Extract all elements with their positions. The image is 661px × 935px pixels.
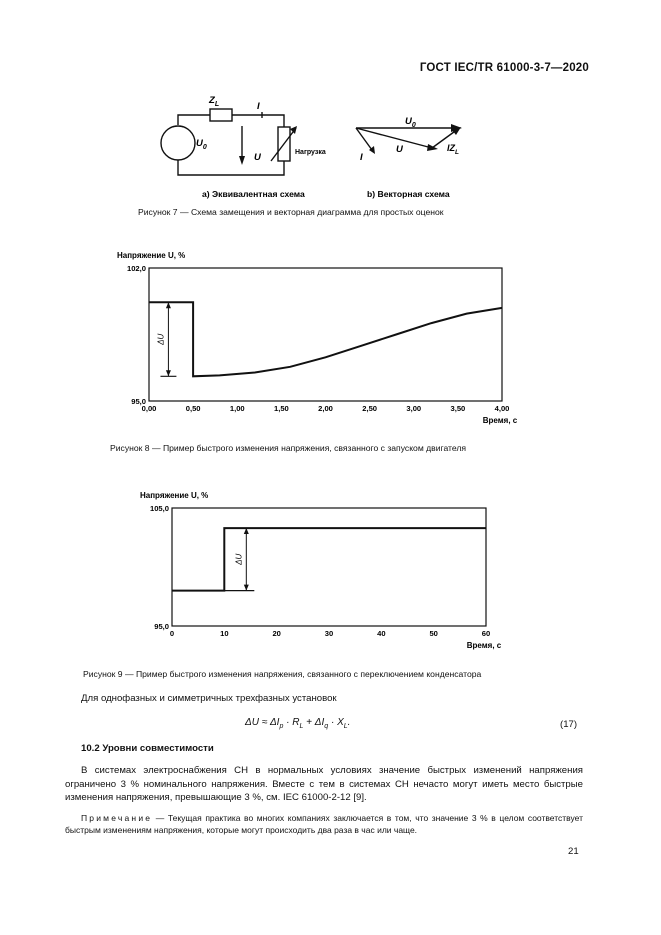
document-header: ГОСТ IEC/TR 61000-3-7—2020	[419, 62, 589, 74]
delta-u-arrowhead-bottom	[244, 585, 249, 591]
u0-label: $U_0$	[196, 138, 207, 151]
figure7-diagram	[0, 0, 661, 230]
current-label: I	[257, 101, 260, 112]
figure7-caption: Рисунок 7 — Схема замещения и векторная диаграмма для простых оценок	[138, 207, 444, 217]
compatibility-paragraph: В системах электроснабжения СН в нормальных условиях значение быстрых изменений напряжения ограничено 3 % номинального напряжения. Вместе с тем в системах СН нечасто могут иметь место быстрые изменения напряжения, превышающие 3 %, см. IEC 61000-2-12 [9].	[65, 765, 583, 803]
load-arrow	[290, 126, 297, 134]
vector-izl-label: $IZ_L$	[447, 143, 459, 156]
figure9-caption: Рисунок 9 — Пример быстрого изменения напряжения, связанного с переключением конденсатора	[83, 669, 482, 679]
delta-u-label: ΔU	[234, 553, 244, 565]
x-tick-label: 1,50	[273, 404, 289, 413]
plot-frame	[172, 508, 486, 626]
voltage-arrow	[239, 156, 245, 165]
figure8-caption: Рисунок 8 — Пример быстрого изменения напряжения, связанного с запуском двигателя	[110, 443, 467, 453]
x-tick-label: 0,00	[141, 404, 157, 413]
y-tick-label: 95,0	[131, 397, 146, 406]
figure8-chart	[0, 235, 661, 435]
delta-u-arrowhead-bottom	[166, 370, 171, 376]
voltage-series-line	[172, 528, 486, 591]
section-title: 10.2 Уровни совместимости	[81, 743, 214, 754]
intro-text: Для однофазных и симметричных трехфазных установок	[81, 693, 337, 704]
vector-u-label: U	[396, 144, 403, 155]
y-tick-label: 95,0	[154, 622, 169, 631]
zl-label: $Z_L$	[209, 95, 220, 108]
subcaption-a: а) Эквивалентная схема	[202, 189, 305, 199]
subcaption-b: b) Векторная схема	[367, 189, 450, 199]
x-tick-label: 0,50	[185, 404, 201, 413]
plot-frame	[149, 268, 502, 401]
x-tick-label: 0	[169, 629, 175, 638]
x-tick-label: 60	[481, 629, 491, 638]
vector-diagram	[356, 128, 458, 150]
x-tick-label: 1,00	[229, 404, 245, 413]
equivalent-circuit	[161, 109, 296, 175]
y-tick-label: 102,0	[126, 264, 146, 273]
y-axis-label: Напряжение U, %	[140, 491, 209, 500]
x-tick-label: 10	[220, 629, 229, 638]
x-axis-label: Время, с	[482, 416, 518, 425]
x-tick-label: 2,00	[318, 404, 333, 413]
voltage-label: U	[254, 152, 261, 163]
figure9-chart	[0, 478, 661, 663]
note-paragraph: Примечание — Текущая практика во многих компаниях заключается в том, что значение 3 % в целом соответствует быстрым изменениям напряжения, которые могут происходить два раза в час или чаще.	[65, 813, 583, 835]
formula-number: (17)	[560, 719, 578, 730]
load-label: Нагрузка	[295, 149, 326, 156]
x-tick-label: 30	[324, 629, 334, 638]
x-tick-label: 2,50	[362, 404, 378, 413]
x-tick-label: 3,50	[450, 404, 466, 413]
y-axis-label: Напряжение U, %	[117, 251, 186, 260]
x-axis-label: Время, с	[466, 641, 502, 650]
x-tick-label: 40	[377, 629, 386, 638]
vector-u0-label: $U_0$	[405, 116, 416, 129]
voltage-series-line	[149, 302, 502, 376]
x-tick-label: 50	[429, 629, 438, 638]
formula-17: $\Delta U \approx \Delta I_p \cdot R_L + \Delta I_q \cdot X_L$.	[245, 717, 351, 730]
page-number: 21	[568, 846, 579, 857]
vector-i-label: I	[360, 152, 363, 163]
x-tick-label: 3,00	[406, 404, 422, 413]
delta-u-label: ΔU	[156, 333, 166, 345]
y-tick-label: 105,0	[149, 504, 169, 513]
x-tick-label: 4,00	[494, 404, 510, 413]
x-tick-label: 20	[272, 629, 281, 638]
